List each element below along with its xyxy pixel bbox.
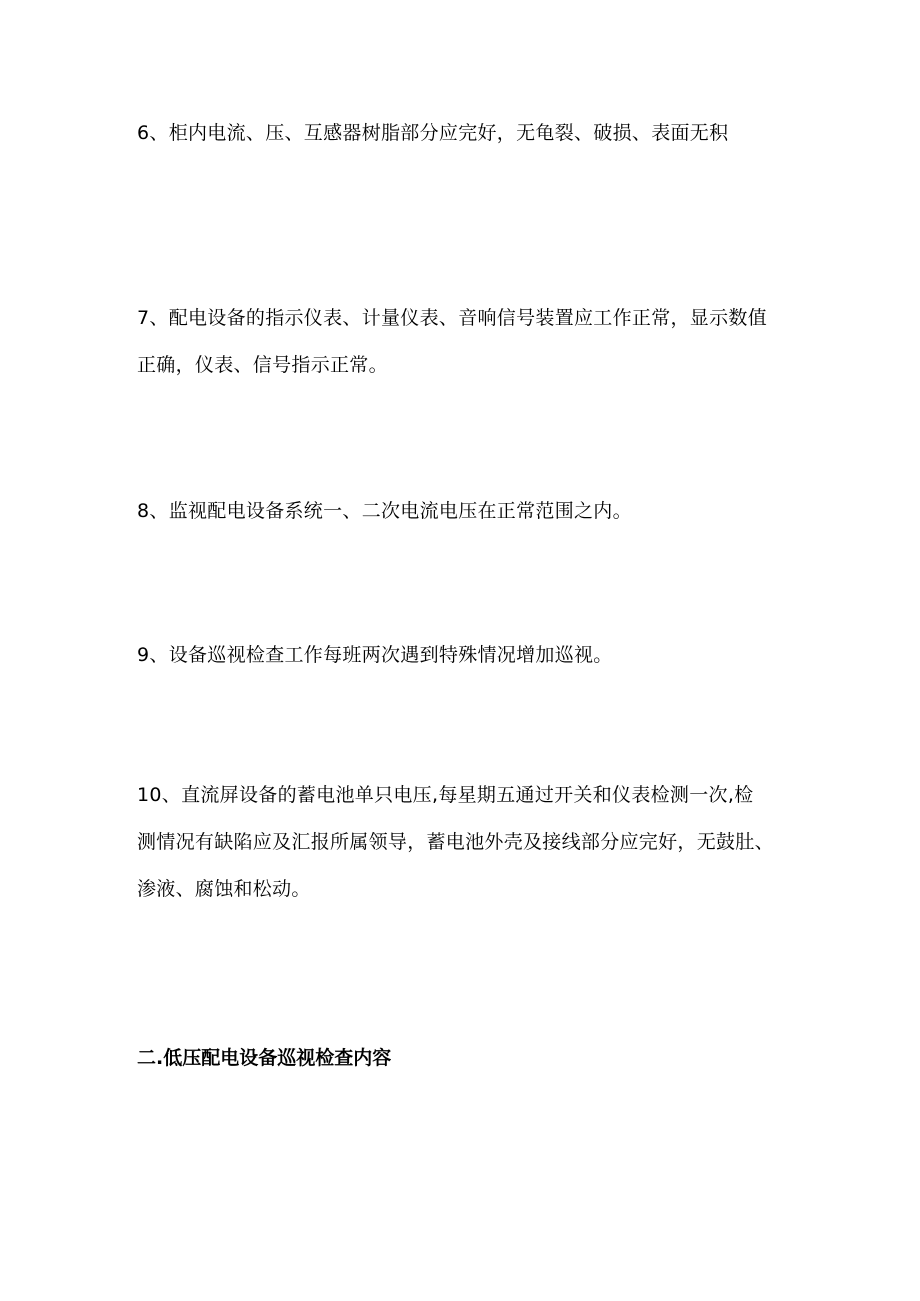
list-item-9-line-1: 9、设备巡视检查工作每班两次遇到特殊情况增加巡视。 [137,644,613,666]
list-item-7-line-1: 7、配电设备的指示仪表、计量仪表、音响信号装置应工作正常，显示数值 [137,307,767,329]
list-item-7 [137,295,817,389]
list-item-10-line-1: 10、直流屏设备的蓄电池单只电压,每星期五通过开关和仪表检测一次,检 [137,784,754,806]
list-item-6-line-1: 6、柜内电流、压、互感器树脂部分应完好，无龟裂、破损、表面无积 [137,122,729,144]
list-item-6 [137,110,817,157]
section-heading: 二.低压配电设备巡视检查内容 [137,1047,392,1069]
list-item-10-line-2: 测情况有缺陷应及汇报所属领导，蓄电池外壳及接线部分应完好，无鼓肚、 [137,831,774,853]
list-item-10 [137,772,817,913]
list-item-7-line-2: 正确，仪表、信号指示正常。 [137,354,388,376]
list-item-8 [137,488,817,535]
list-item-10-line-3: 渗液、腐蚀和松动。 [137,878,311,900]
list-item-9 [137,632,817,679]
list-item-8-line-1: 8、监视配电设备系统一、二次电流电压在正常范围之内。 [137,500,632,522]
